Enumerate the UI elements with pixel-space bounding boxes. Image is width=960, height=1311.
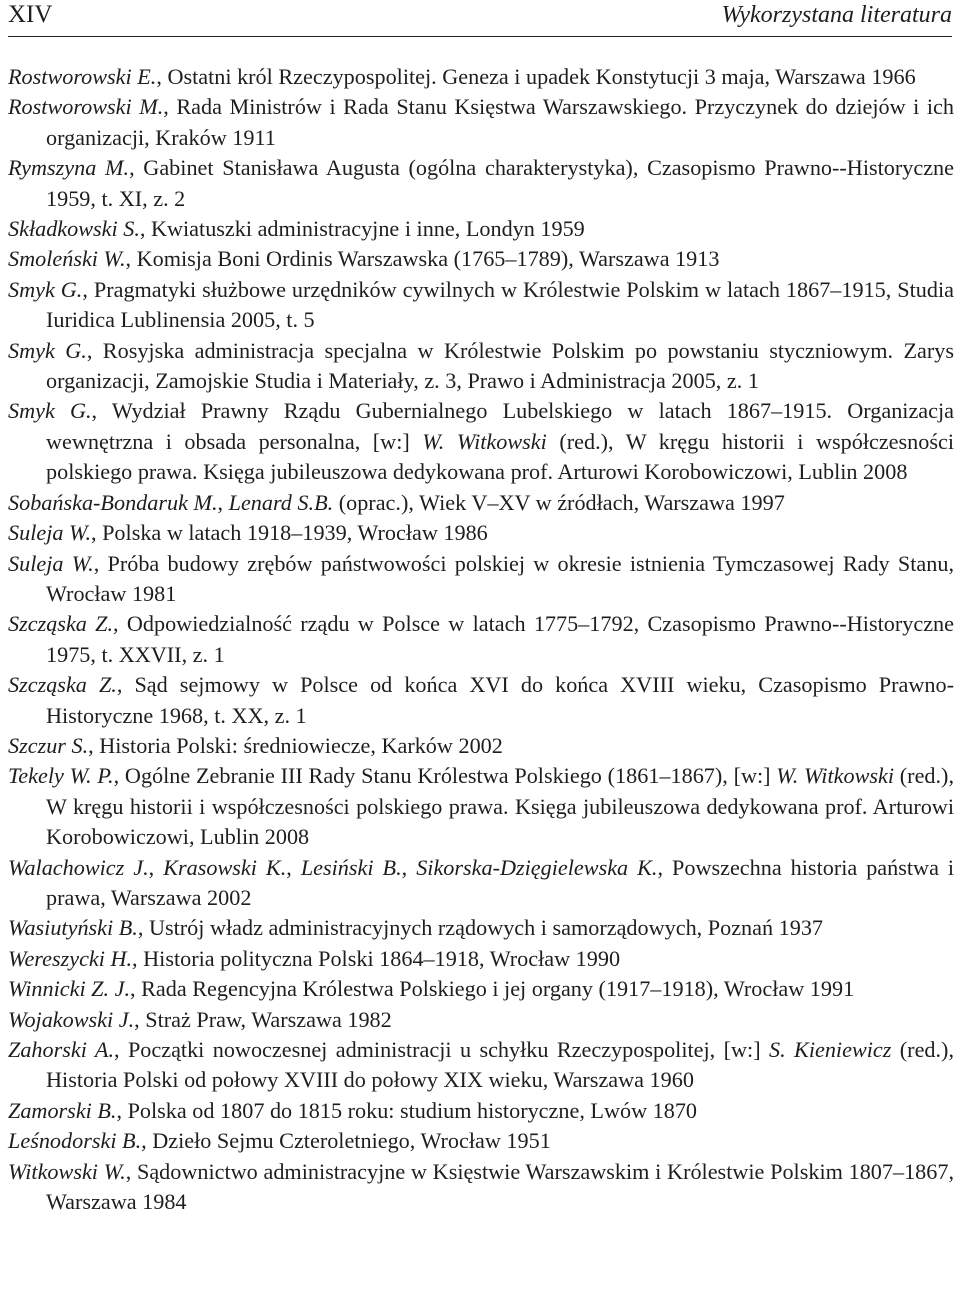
bibliography-entry — [8, 1035, 954, 1096]
bibliography-entry — [8, 396, 954, 487]
entry-author: Rymszyna M. — [8, 155, 130, 181]
bibliography-entry — [8, 153, 954, 214]
bibliography-entry — [8, 609, 954, 670]
bibliography-entry — [8, 1005, 954, 1035]
bibliography-entry — [8, 670, 954, 731]
entry-editor: S. Kieniewicz — [768, 1037, 892, 1062]
bibliography-entry — [8, 62, 954, 92]
entry-text: , Rada Regencyjna Królestwa Polskiego i jej organy (1917–1918), Wrocław 1991 — [130, 976, 855, 1002]
bibliography-entry — [8, 761, 954, 852]
entry-author: Tekely W. P. — [8, 763, 114, 789]
bibliography-entry — [8, 913, 954, 943]
bibliography-list — [8, 62, 954, 1217]
entry-author: Winnicki Z. J. — [8, 976, 131, 1002]
entry-author: Smyk G. — [8, 398, 92, 424]
entry-author: Zahorski A. — [8, 1037, 114, 1062]
entry-editor: W. Witkowski — [422, 428, 547, 454]
entry-coauthor: Sikorska-Dzięgielewska K. — [416, 854, 658, 880]
bibliography-entry — [8, 974, 954, 1004]
entry-text-continued: (red.), Historia Polski od połowy XVIII do połowy XIX wieku, Warszawa 1960 — [46, 1037, 954, 1093]
entry-text: , Ustrój władz administracyjnych rządowych i samorządowych, Poznań 1937 — [137, 915, 824, 941]
entry-author: Szcząska Z. — [8, 672, 117, 698]
entry-text: , Kwiatuszki administracyjne i inne, Londyn 1959 — [139, 216, 585, 242]
entry-author: Wereszycki H. — [8, 945, 133, 971]
page-number: XIV — [8, 1, 53, 28]
bibliography-entry — [8, 731, 954, 761]
entry-author: Witkowski W. — [8, 1158, 126, 1184]
entry-text: , Powszechna historia państwa i prawa, Warszawa 2002 — [46, 854, 955, 910]
running-title: Wykorzystana literatura — [721, 2, 952, 28]
entry-text: , Początki nowoczesnej administracji u schyłku Rzeczypospolitej, [w:] — [114, 1037, 769, 1062]
entry-author: Suleja W. — [8, 550, 94, 576]
bibliography-entry — [8, 92, 954, 153]
entry-author: Smyk G. — [8, 337, 87, 363]
entry-coauthor: Krasowski K. — [163, 854, 287, 880]
entry-text: , Pragmatyki służbowe urzędników cywilnych w Królestwie Polskim w latach 1867–1915, Studia Iuridica Lublinensia 2005, t. 5 — [46, 276, 954, 333]
bibliography-entry — [8, 944, 954, 974]
entry-author: Wojakowski J. — [8, 1006, 135, 1032]
author-separator: , — [148, 854, 164, 880]
entry-text: , Straż Praw, Warszawa 1982 — [134, 1006, 392, 1032]
bibliography-entry — [8, 336, 954, 397]
entry-author: Leśnodorski B. — [8, 1128, 142, 1154]
entry-author: Wasiutyński B. — [8, 915, 138, 941]
entry-text: , Dzieło Sejmu Czteroletniego, Wrocław 1951 — [141, 1128, 551, 1154]
entry-text: , Odpowiedzialność rządu w Polsce w latach 1775–1792, Czasopismo Prawno--Historyczne 1975, t. XXVII, z. 1 — [46, 611, 954, 667]
entry-coauthor: Lenard S.B. — [228, 489, 334, 515]
entry-text: , Polska od 1807 do 1815 roku: studium historyczne, Lwów 1870 — [116, 1097, 698, 1123]
entry-text: , Sądownictwo administracyjne w Księstwie Warszawskim i Królestwie Polskim 1807–1867, Warszawa 1984 — [46, 1158, 954, 1215]
entry-text: , Gabinet Stanisława Augusta (ogólna charakterystyka), Czasopismo Prawno--Historyczne 1959, t. XI, z. 2 — [46, 155, 954, 211]
author-separator: , — [217, 489, 229, 515]
bibliography-entry — [8, 244, 954, 274]
bibliography-entry — [8, 488, 954, 518]
entry-text: , Historia Polski: średniowiecze, Karków 2002 — [88, 732, 503, 758]
entry-text: , Rosyjska administracja specjalna w Królestwie Polskim po powstaniu styczniowym. Zarys organizacji, Zamojskie Studia i Materiały, z. 3, Prawo i Administracja 2005, z. 1 — [46, 337, 955, 394]
entry-editor: W. Witkowski — [776, 763, 895, 789]
bibliography-entry — [8, 518, 954, 548]
page-header — [8, 0, 952, 34]
bibliography-entry — [8, 1096, 954, 1126]
entry-text: , Komisja Boni Ordinis Warszawska (1765–1789), Warszawa 1913 — [125, 246, 720, 272]
bibliography-entry — [8, 275, 954, 336]
author-separator: , — [401, 854, 417, 880]
bibliography-entry — [8, 1126, 954, 1156]
entry-text: , Ogólne Zebranie III Rady Stanu Królestwa Polskiego (1861–1867), [w:] — [113, 763, 777, 789]
entry-text: , Ostatni król Rzeczypospolitej. Geneza i upadek Konstytucji 3 maja, Warszawa 1966 — [156, 64, 916, 89]
entry-author: Sobańska-Bondaruk M. — [8, 489, 218, 515]
entry-text: , Polska w latach 1918–1939, Wrocław 1986 — [91, 520, 488, 546]
entry-text: , Sąd sejmowy w Polsce od końca XVI do końca XVIII wieku, Czasopismo Prawno-Historyczne 1968, t. XX, z. 1 — [46, 672, 954, 728]
author-separator: , — [286, 854, 301, 880]
entry-author: Szczur S. — [8, 732, 89, 758]
entry-author: Zamorski B. — [8, 1097, 117, 1123]
header-rule — [8, 36, 952, 37]
entry-author: Walachowicz J. — [8, 854, 149, 880]
entry-text: , Historia polityczna Polski 1864–1918, Wrocław 1990 — [132, 945, 621, 971]
bibliography-entry — [8, 853, 954, 914]
entry-author: Rostworowski E. — [8, 64, 157, 89]
entry-author: Rostworowski M. — [8, 94, 164, 120]
entry-text: , Rada Ministrów i Rada Stanu Księstwa Warszawskiego. Przyczynek do dziejów i ich organizacji, Kraków 1911 — [46, 94, 954, 150]
entry-text-continued: (red.), W kręgu historii i współczesności polskiego prawa. Księga jubileuszowa dedykowana prof. Arturowi Korobowiczowi, Lublin 2008 — [46, 763, 954, 850]
entry-author: Składkowski S. — [8, 216, 140, 242]
entry-author: Suleja W. — [8, 520, 91, 546]
entry-text: , Wydział Prawny Rządu Gubernialnego Lubelskiego w latach 1867–1915. Organizacja wewnętrzna i obsada personalna, [w:] — [46, 398, 955, 454]
bibliography-entry — [8, 549, 954, 610]
entry-coauthor: Lesiński B. — [300, 854, 402, 880]
entry-text-continued: (red.), W kręgu historii i współczesności polskiego prawa. Księga jubileuszowa dedykowana prof. Arturowi Korobowiczowi, Lublin 2008 — [46, 428, 954, 485]
bibliography-entry — [8, 214, 954, 244]
entry-author: Szcząska Z. — [8, 611, 114, 637]
bibliography-entry — [8, 1157, 954, 1218]
entry-author: Smyk G. — [8, 276, 83, 302]
entry-author: Smoleński W. — [8, 246, 126, 272]
entry-text: (oprac.), Wiek V–XV w źródłach, Warszawa 1997 — [333, 489, 785, 515]
entry-text: , Próba budowy zrębów państwowości polskiej w okresie istnienia Tymczasowej Rady Stanu, Wrocław 1981 — [46, 550, 954, 606]
